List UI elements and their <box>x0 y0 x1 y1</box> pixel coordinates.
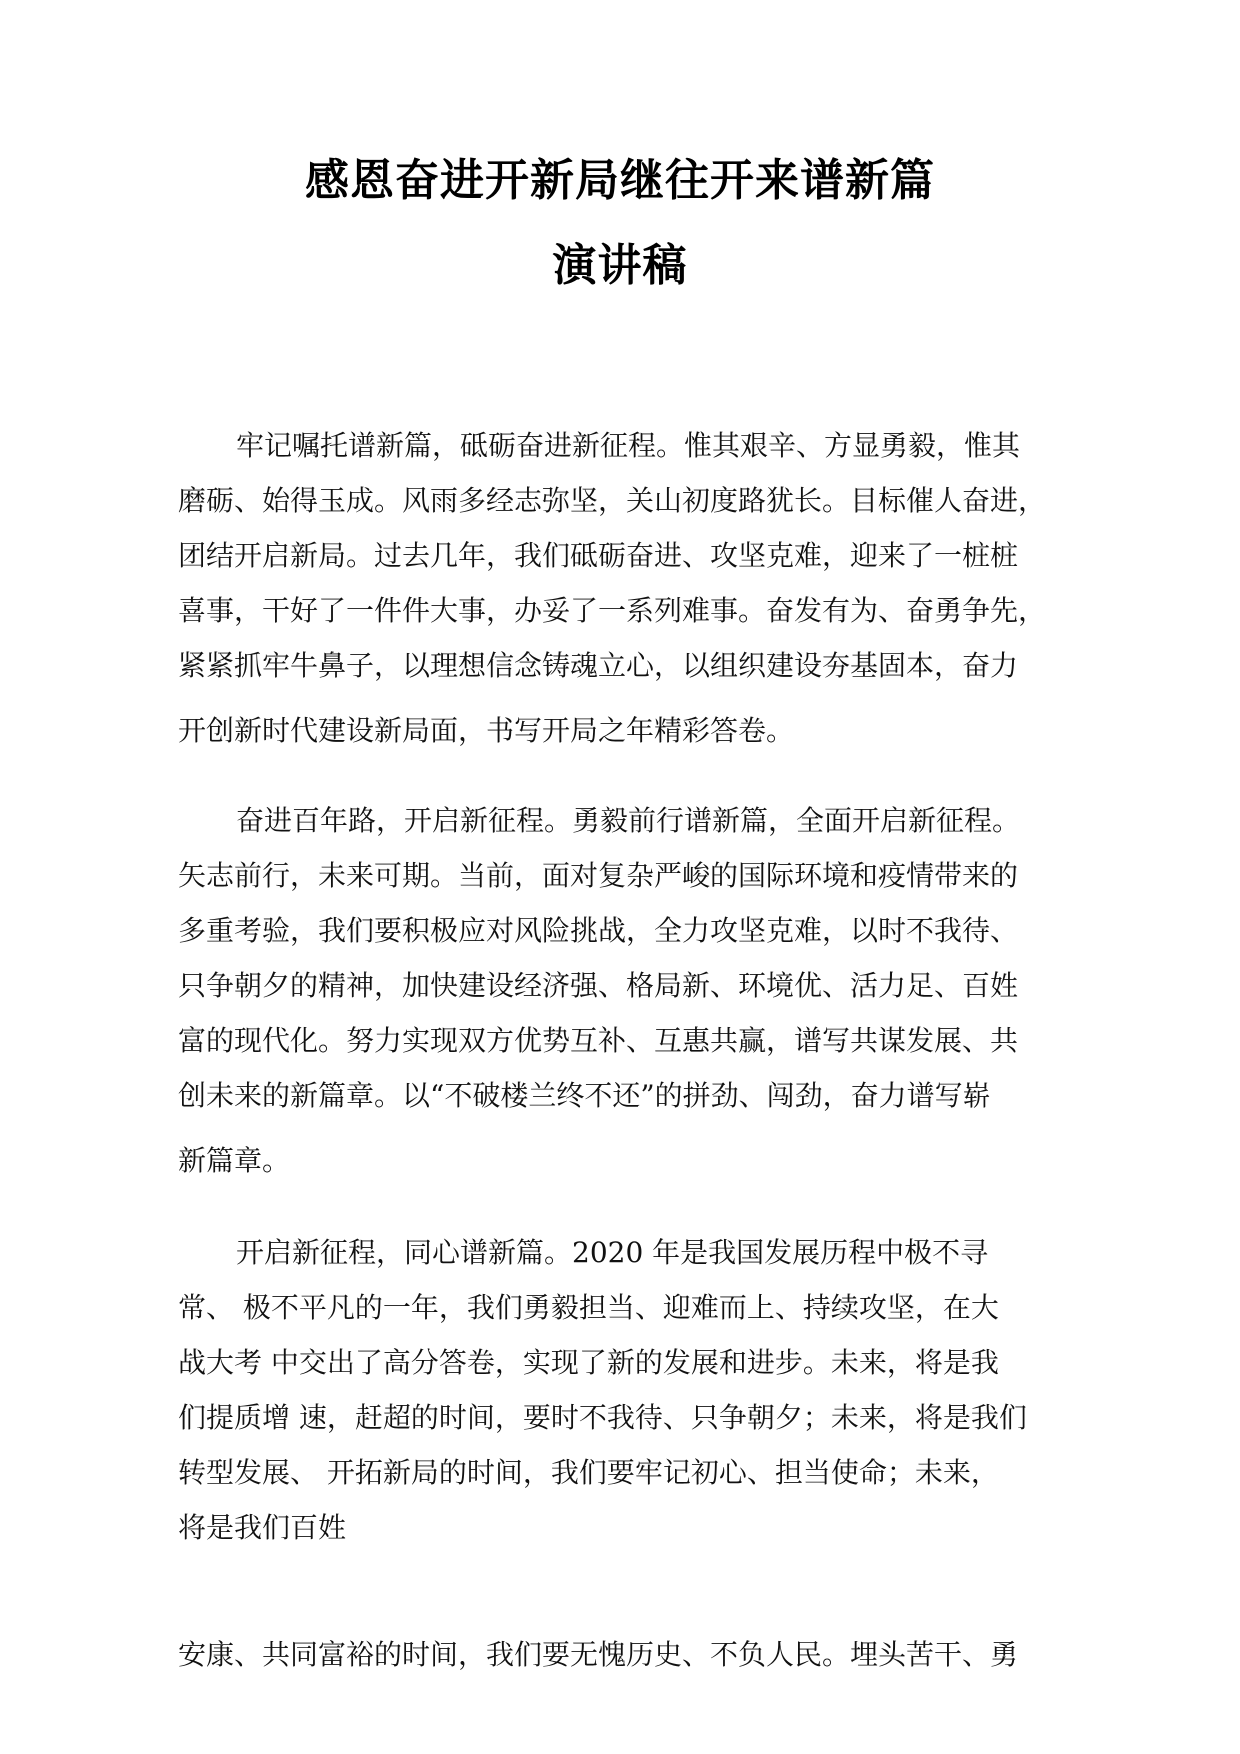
paragraph-line: 创未来的新篇章。以“不破楼兰终不还”的拼劲、闯劲，奋力谱写崭 <box>178 1079 991 1112</box>
paragraph-2 <box>178 793 1060 1188</box>
paragraph-line: 团结开启新局。过去几年，我们砥砺奋进、攻坚克难，迎来了一桩桩 <box>178 539 1019 572</box>
paragraph-line: 们提质增 速，赶超的时间，要时不我待、只争朝夕；未来，将是我们 <box>178 1401 1027 1434</box>
paragraph-3 <box>178 1225 1060 1555</box>
paragraph-line: 只争朝夕的精神，加快建设经济强、格局新、环境优、活力足、百姓 <box>178 969 1019 1002</box>
paragraph-line: 开创新时代建设新局面，书写开局之年精彩答卷。 <box>178 714 795 747</box>
paragraph-line: 转型发展、 开拓新局的时间，我们要牢记初心、担当使命；未来， <box>178 1456 999 1489</box>
paragraph-1 <box>178 418 1060 758</box>
paragraph-line: 富的现代化。努力实现双方优势互补、互惠共赢，谱写共谋发展、共 <box>178 1024 1019 1057</box>
paragraph-line: 新篇章。 <box>178 1144 291 1177</box>
paragraph-4 <box>178 1627 1060 1682</box>
paragraph-line: 多重考验，我们要积极应对风险挑战，全力攻坚克难，以时不我待、 <box>178 914 1019 947</box>
paragraph-line: 磨砺、始得玉成。风雨多经志弥坚，关山初度路犹长。目标催人奋进， <box>178 484 1047 517</box>
paragraph-line: 紧紧抓牢牛鼻子，以理想信念铸魂立心，以组织建设夯基固本，奋力 <box>178 649 1019 682</box>
paragraph-line: 牢记嘱托谱新篇，砥砺奋进新征程。惟其艰辛、方显勇毅，惟其 <box>236 429 1021 462</box>
paragraph-line: 将是我们百姓 <box>178 1511 347 1544</box>
paragraph-line: 常、 极不平凡的一年，我们勇毅担当、迎难而上、持续攻坚，在大 <box>178 1291 999 1324</box>
paragraph-line: 战大考 中交出了高分答卷，实现了新的发展和进步。未来，将是我 <box>178 1346 999 1379</box>
paragraph-line: 奋进百年路，开启新征程。勇毅前行谱新篇，全面开启新征程。 <box>236 804 1021 837</box>
paragraph-line: 开启新征程，同心谱新篇。2020 年是我国发展历程中极不寻 <box>236 1236 989 1269</box>
document-title: 感恩奋进开新局继往开来谱新篇 <box>305 155 935 206</box>
document-subtitle: 演讲稿 <box>552 240 688 291</box>
paragraph-line: 喜事，干好了一件件大事，办妥了一系列难事。奋发有为、奋勇争先， <box>178 594 1047 627</box>
paragraph-line: 安康、共同富裕的时间，我们要无愧历史、不负人民。埋头苦干、勇 <box>178 1638 1019 1671</box>
paragraph-line: 矢志前行，未来可期。当前，面对复杂严峻的国际环境和疫情带来的 <box>178 859 1019 892</box>
